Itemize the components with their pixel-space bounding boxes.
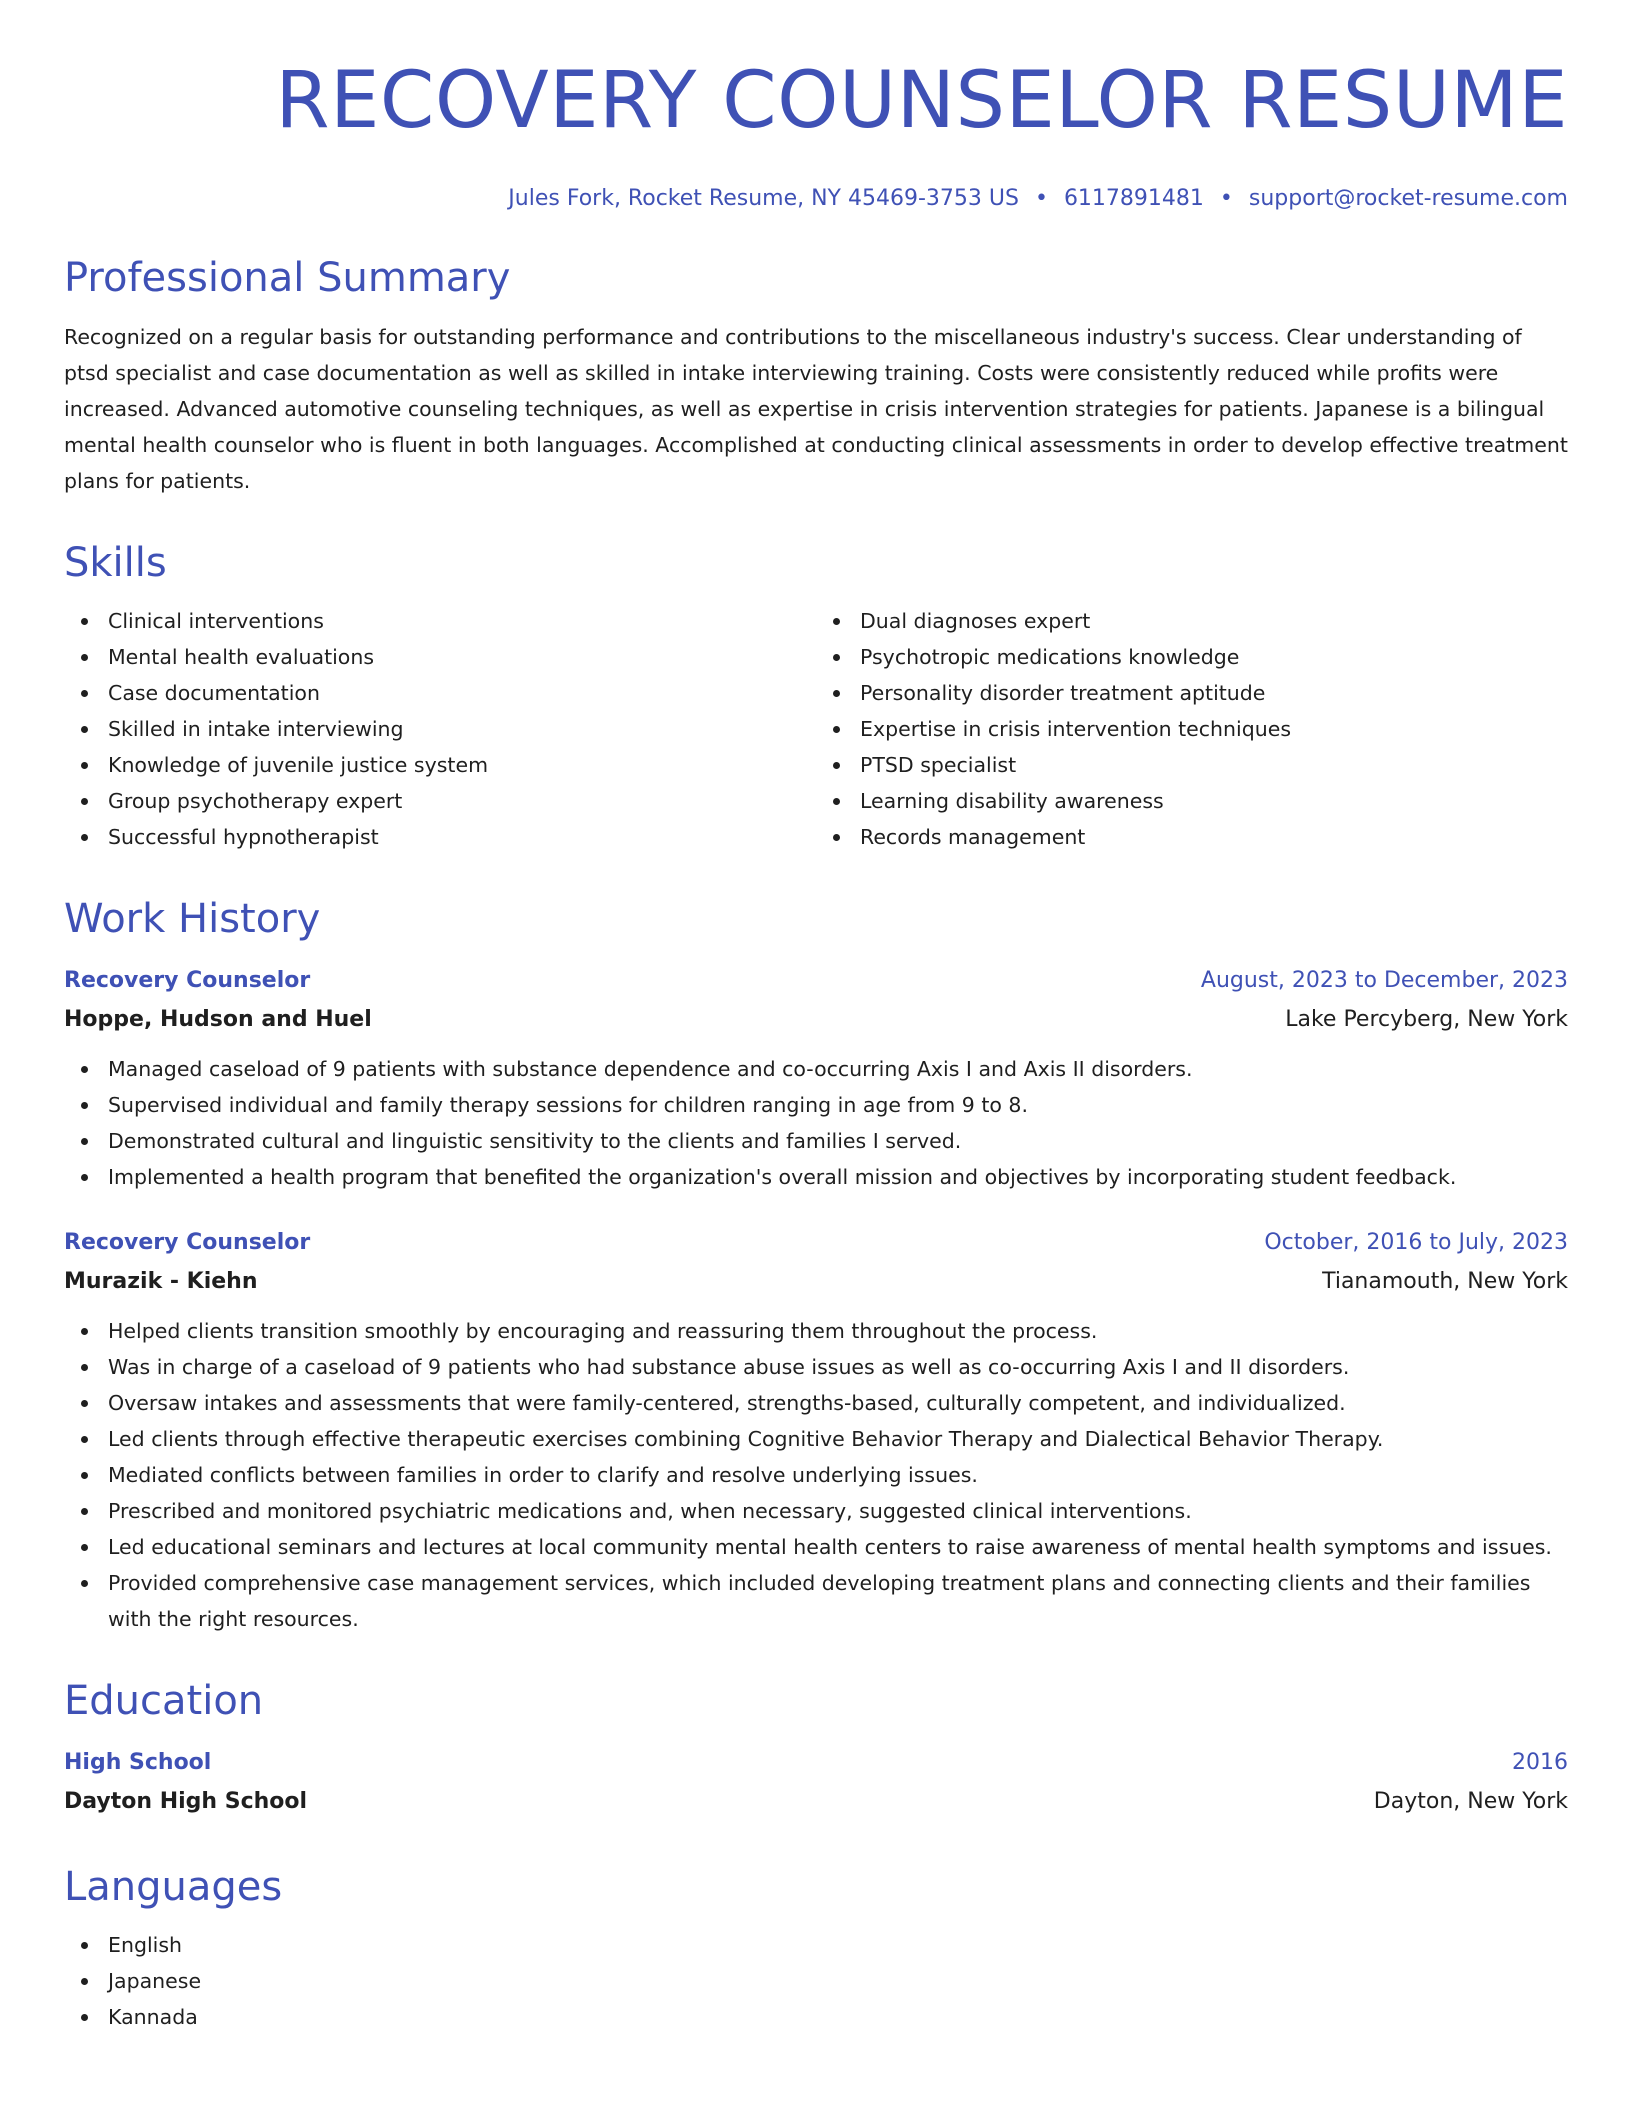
- summary-text: Recognized on a regular basis for outstanding performance and contributions to the miscellaneous industry's success. Clear understanding of ptsd specialist and case documentation as well as skilled in intake interviewing training. Costs were consistently reduced while profits were increased. Advanced automotive counseling techniques, as well as expertise in crisis intervention strategies for patients. Japanese is a bilingual mental health counselor who is fluent in both languages. Accomplished at conducting clinical assessments in order to develop effective treatment plans for patients.: [64, 325, 1568, 493]
- job-bullet: Led educational seminars and lectures at local community mental health centers to raise awareness of mental health symptoms and issues.: [64, 1529, 1568, 1565]
- job-org-row: [64, 1261, 1568, 1303]
- language-item: English: [64, 1927, 1568, 1963]
- education-school-row: [64, 1781, 1568, 1823]
- skill-item: Psychotropic medications knowledge: [816, 639, 1568, 675]
- skill-item: Clinical interventions: [64, 603, 816, 639]
- contact-separator: •: [1219, 186, 1233, 211]
- job-bullet: Prescribed and monitored psychiatric medications and, when necessary, suggested clinical interventions.: [64, 1493, 1568, 1529]
- job-bullet: Provided comprehensive case management services, which included developing treatment plans and connecting clients and their families with the right resources.: [64, 1565, 1568, 1637]
- language-item: Japanese: [64, 1963, 1568, 1999]
- skills-column-left: [64, 603, 816, 855]
- contact-phone[interactable]: 6117891481: [1063, 186, 1204, 211]
- contact-address: Jules Fork, Rocket Resume, NY 45469-3753 US: [508, 186, 1019, 211]
- skill-item: Personality disorder treatment aptitude: [816, 675, 1568, 711]
- languages-section: [64, 1863, 1568, 2035]
- skill-item: Successful hypnotherapist: [64, 819, 816, 855]
- job-bullet: Led clients through effective therapeutic exercises combining Cognitive Behavior Therapy and Dialectical Behavior Therapy.: [64, 1421, 1568, 1457]
- job-entry: [64, 1225, 1568, 1637]
- job-bullet: Managed caseload of 9 patients with substance dependence and co-occurring Axis I and Axis II disorders.: [64, 1051, 1568, 1087]
- job-bullet: Helped clients transition smoothly by encouraging and reassuring them throughout the process.: [64, 1313, 1568, 1349]
- education-degree-row: [64, 1745, 1568, 1781]
- languages-list: [64, 1927, 1568, 2035]
- job-role-row: [64, 1225, 1568, 1261]
- skill-item: Group psychotherapy expert: [64, 783, 816, 819]
- job-role-row: [64, 963, 1568, 999]
- skill-item: Dual diagnoses expert: [816, 603, 1568, 639]
- work-history-heading: Work History: [64, 896, 321, 942]
- job-bullet: Demonstrated cultural and linguistic sensitivity to the clients and families I served.: [64, 1123, 1568, 1159]
- skill-item: Mental health evaluations: [64, 639, 816, 675]
- education-section: [64, 1677, 1568, 1823]
- job-bullet: Oversaw intakes and assessments that were family-centered, strengths-based, culturally competent, and individualized.: [64, 1385, 1568, 1421]
- job-bullet: Supervised individual and family therapy sessions for children ranging in age from 9 to 8.: [64, 1087, 1568, 1123]
- job-company: Murazik - Kiehn: [64, 1269, 258, 1294]
- work-history-section: [64, 895, 1568, 1637]
- skill-item: Expertise in crisis intervention techniques: [816, 711, 1568, 747]
- skill-item: PTSD specialist: [816, 747, 1568, 783]
- skill-item: Records management: [816, 819, 1568, 855]
- education-heading: Education: [64, 1678, 264, 1724]
- resume-title: RECOVERY COUNSELOR RESUME: [275, 56, 1568, 146]
- job-location: Tianamouth, New York: [1322, 1269, 1568, 1294]
- skills-grid: [64, 603, 1568, 855]
- contact-email[interactable]: support@rocket-resume.com: [1248, 186, 1568, 211]
- job-title: Recovery Counselor: [64, 1230, 311, 1255]
- skill-item: Knowledge of juvenile justice system: [64, 747, 816, 783]
- job-org-row: [64, 999, 1568, 1041]
- job-bullets: [64, 1051, 1568, 1195]
- job-bullets: [64, 1313, 1568, 1637]
- summary-section: [64, 254, 1568, 499]
- skill-item: Case documentation: [64, 675, 816, 711]
- summary-heading: Professional Summary: [64, 255, 511, 301]
- education-degree: High School: [64, 1750, 212, 1775]
- job-bullet: Implemented a health program that benefited the organization's overall mission and objectives by incorporating student feedback.: [64, 1159, 1568, 1195]
- contact-line: [64, 184, 1568, 214]
- education-school: Dayton High School: [64, 1789, 308, 1814]
- skills-heading: Skills: [64, 540, 167, 586]
- job-bullet: Mediated conflicts between families in order to clarify and resolve underlying issues.: [64, 1457, 1568, 1493]
- job-company: Hoppe, Hudson and Huel: [64, 1007, 372, 1032]
- language-item: Kannada: [64, 1999, 1568, 2035]
- languages-heading: Languages: [64, 1864, 283, 1910]
- education-year: 2016: [1512, 1750, 1568, 1775]
- skill-item: Learning disability awareness: [816, 783, 1568, 819]
- contact-separator: •: [1034, 186, 1048, 211]
- skill-item: Skilled in intake interviewing: [64, 711, 816, 747]
- job-bullet: Was in charge of a caseload of 9 patients who had substance abuse issues as well as co-occurring Axis I and II disorders.: [64, 1349, 1568, 1385]
- job-title: Recovery Counselor: [64, 968, 311, 993]
- job-dates: August, 2023 to December, 2023: [1200, 968, 1568, 993]
- education-location: Dayton, New York: [1373, 1789, 1568, 1814]
- skills-section: [64, 539, 1568, 855]
- education-entry: [64, 1745, 1568, 1823]
- job-dates: October, 2016 to July, 2023: [1264, 1230, 1568, 1255]
- job-location: Lake Percyberg, New York: [1285, 1007, 1568, 1032]
- job-entry: [64, 963, 1568, 1195]
- skills-column-right: [816, 603, 1568, 855]
